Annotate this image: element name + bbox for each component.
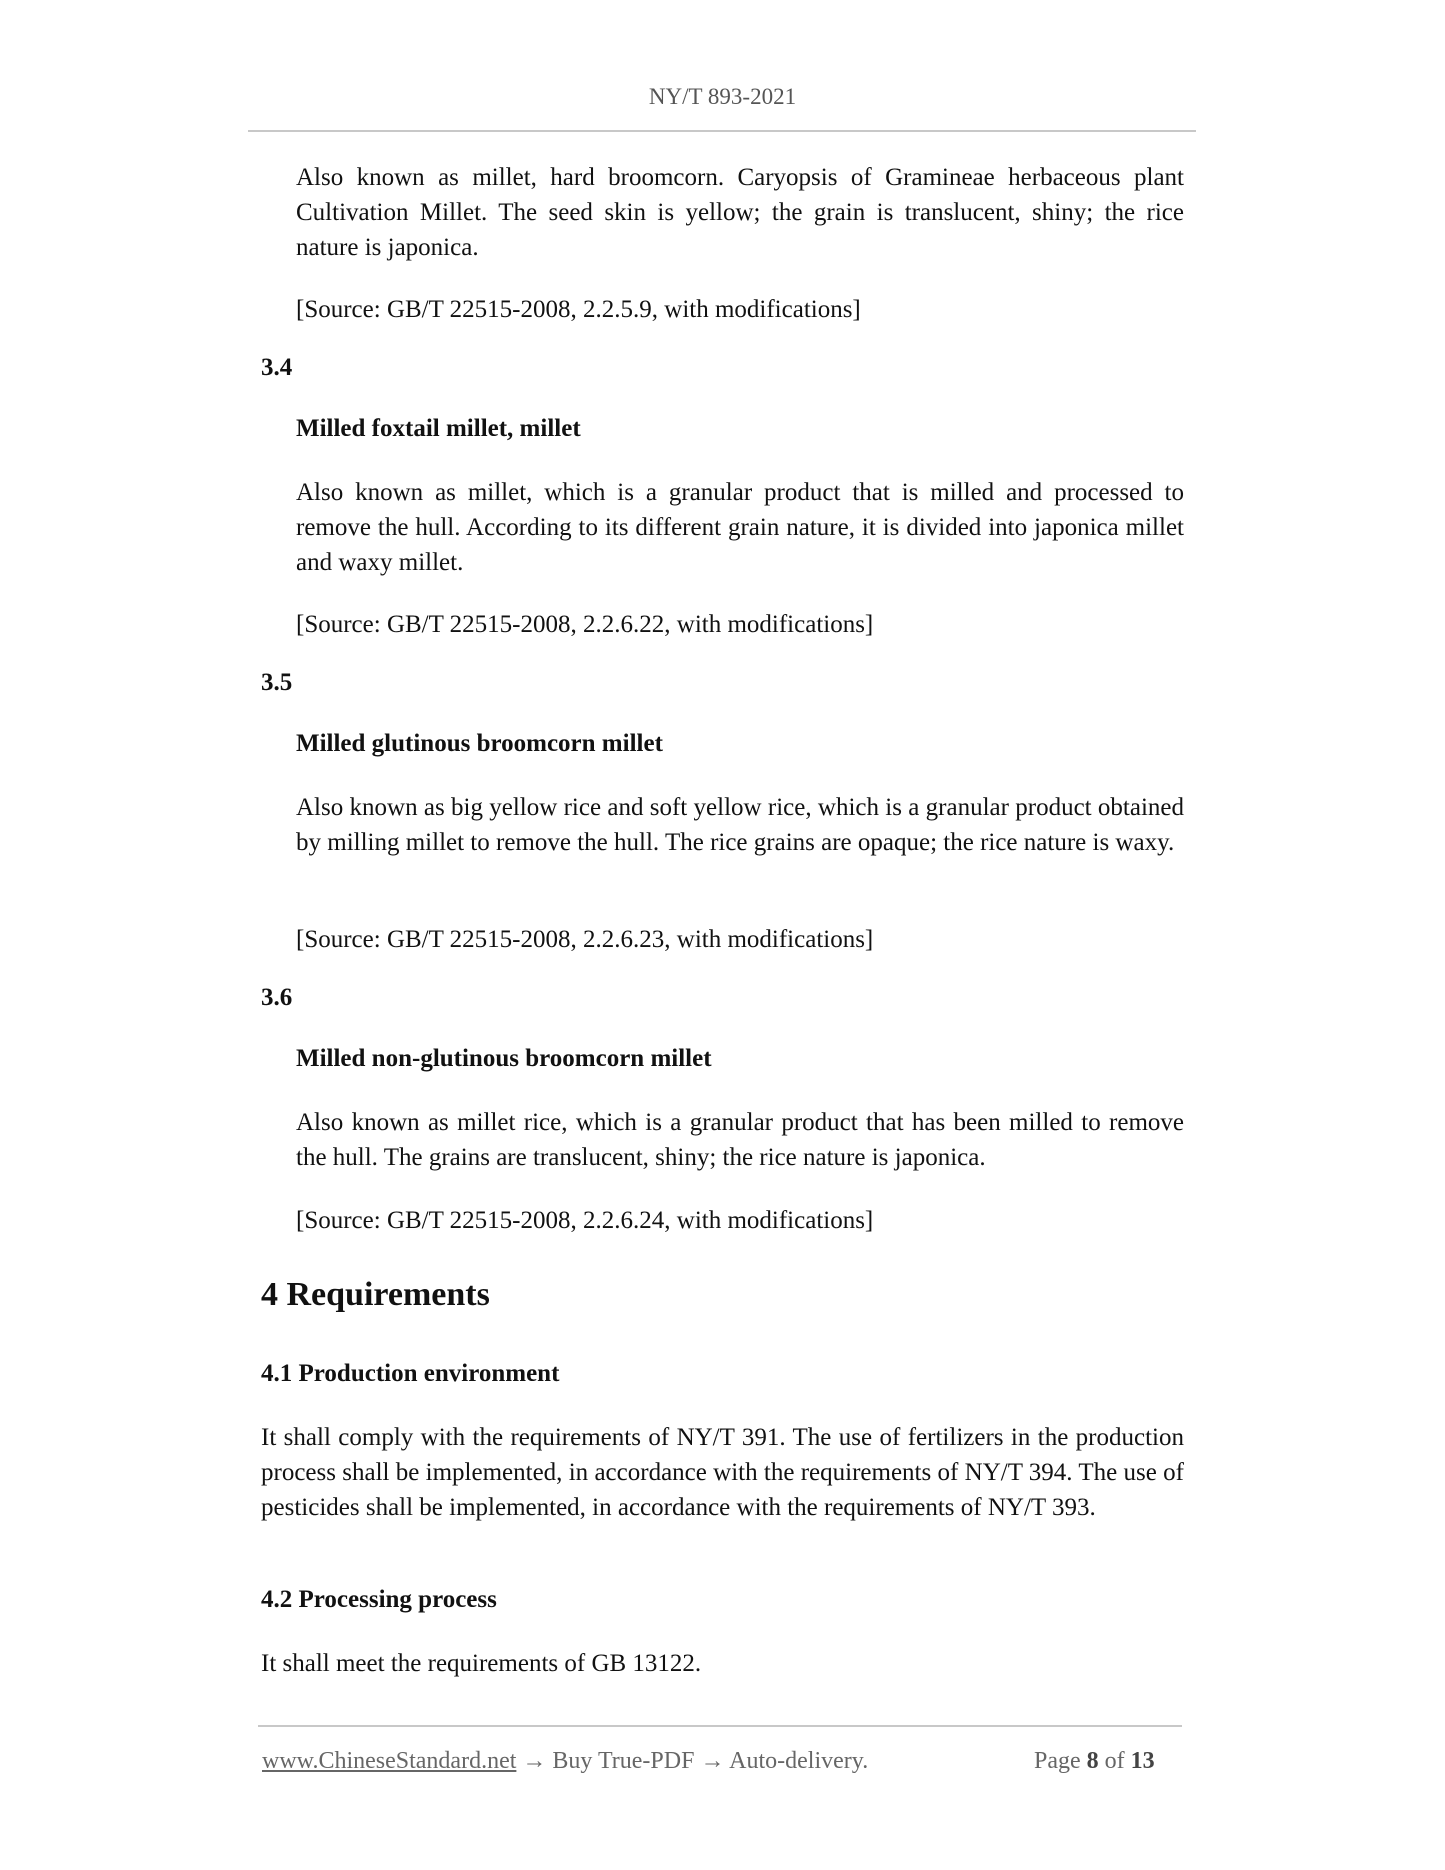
arrow-right-icon: → — [700, 1748, 725, 1774]
buy-true-pdf-text: Buy True-PDF — [552, 1748, 695, 1774]
term-3-6-definition: Also known as millet rice, which is a granular product that has been milled to remove the hull. The grains are translucent, shiny; the rice nature is japonica. — [296, 1109, 1184, 1171]
page-indicator — [1034, 1748, 1155, 1775]
footer-promo — [262, 1748, 868, 1775]
section-4-1-heading: 4.1 Production environment — [261, 1360, 560, 1387]
term-3-6-source: [Source: GB/T 22515-2008, 2.2.6.24, with modifications] — [296, 1207, 874, 1234]
term-3-4-definition: Also known as millet, which is a granular product that is milled and processed to remove the hull. According to its different grain nature, it is divided into japonica millet and waxy millet. — [296, 479, 1184, 576]
total-page-count: 13 — [1130, 1748, 1155, 1774]
term-3-5-source: [Source: GB/T 22515-2008, 2.2.6.23, with modifications] — [296, 926, 874, 953]
term-3-6-number: 3.6 — [261, 984, 293, 1011]
term-3-6-name: Milled non-glutinous broomcorn millet — [296, 1045, 712, 1072]
arrow-right-icon: → — [522, 1748, 547, 1774]
section-4-1-text: It shall comply with the requirements of NY/T 391. The use of fertilizers in the production process shall be implemented, in accordance with the requirements of NY/T 394. The use of pesticides shall be implemented, in accordance with the requirements of NY/T 393. — [261, 1424, 1184, 1521]
page-label: Page — [1034, 1748, 1081, 1774]
section-4-2-text: It shall meet the requirements of GB 13122. — [261, 1650, 702, 1677]
auto-delivery-text: Auto-delivery. — [729, 1748, 869, 1774]
term-3-4-name: Milled foxtail millet, millet — [296, 415, 581, 442]
term-3-5-number: 3.5 — [261, 669, 293, 696]
term-3-4-source: [Source: GB/T 22515-2008, 2.2.6.22, with modifications] — [296, 611, 874, 638]
term-3-5-definition: Also known as big yellow rice and soft yellow rice, which is a granular product obtained by milling millet to remove the hull. The rice grains are opaque; the rice nature is waxy. — [296, 794, 1184, 856]
term-3-5-name: Milled glutinous broomcorn millet — [296, 730, 663, 757]
term-3-4-number: 3.4 — [261, 354, 293, 381]
term-3-3-source: [Source: GB/T 22515-2008, 2.2.5.9, with modifications] — [296, 296, 861, 323]
chinesestandard-link[interactable]: www.ChineseStandard.net — [262, 1748, 517, 1774]
document-header-title: NY/T 893-2021 — [648, 84, 797, 109]
footer-divider — [258, 1725, 1182, 1727]
section-4-2-heading: 4.2 Processing process — [261, 1586, 497, 1613]
current-page-number: 8 — [1086, 1748, 1099, 1774]
of-label: of — [1104, 1748, 1125, 1774]
term-3-3-definition: Also known as millet, hard broomcorn. Caryopsis of Gramineae herbaceous plant Cultivation Millet. The seed skin is yellow; the grain is translucent, shiny; the rice nature is japonica. — [296, 164, 1184, 261]
header-divider — [248, 130, 1196, 132]
section-4-heading: 4 Requirements — [261, 1276, 490, 1313]
